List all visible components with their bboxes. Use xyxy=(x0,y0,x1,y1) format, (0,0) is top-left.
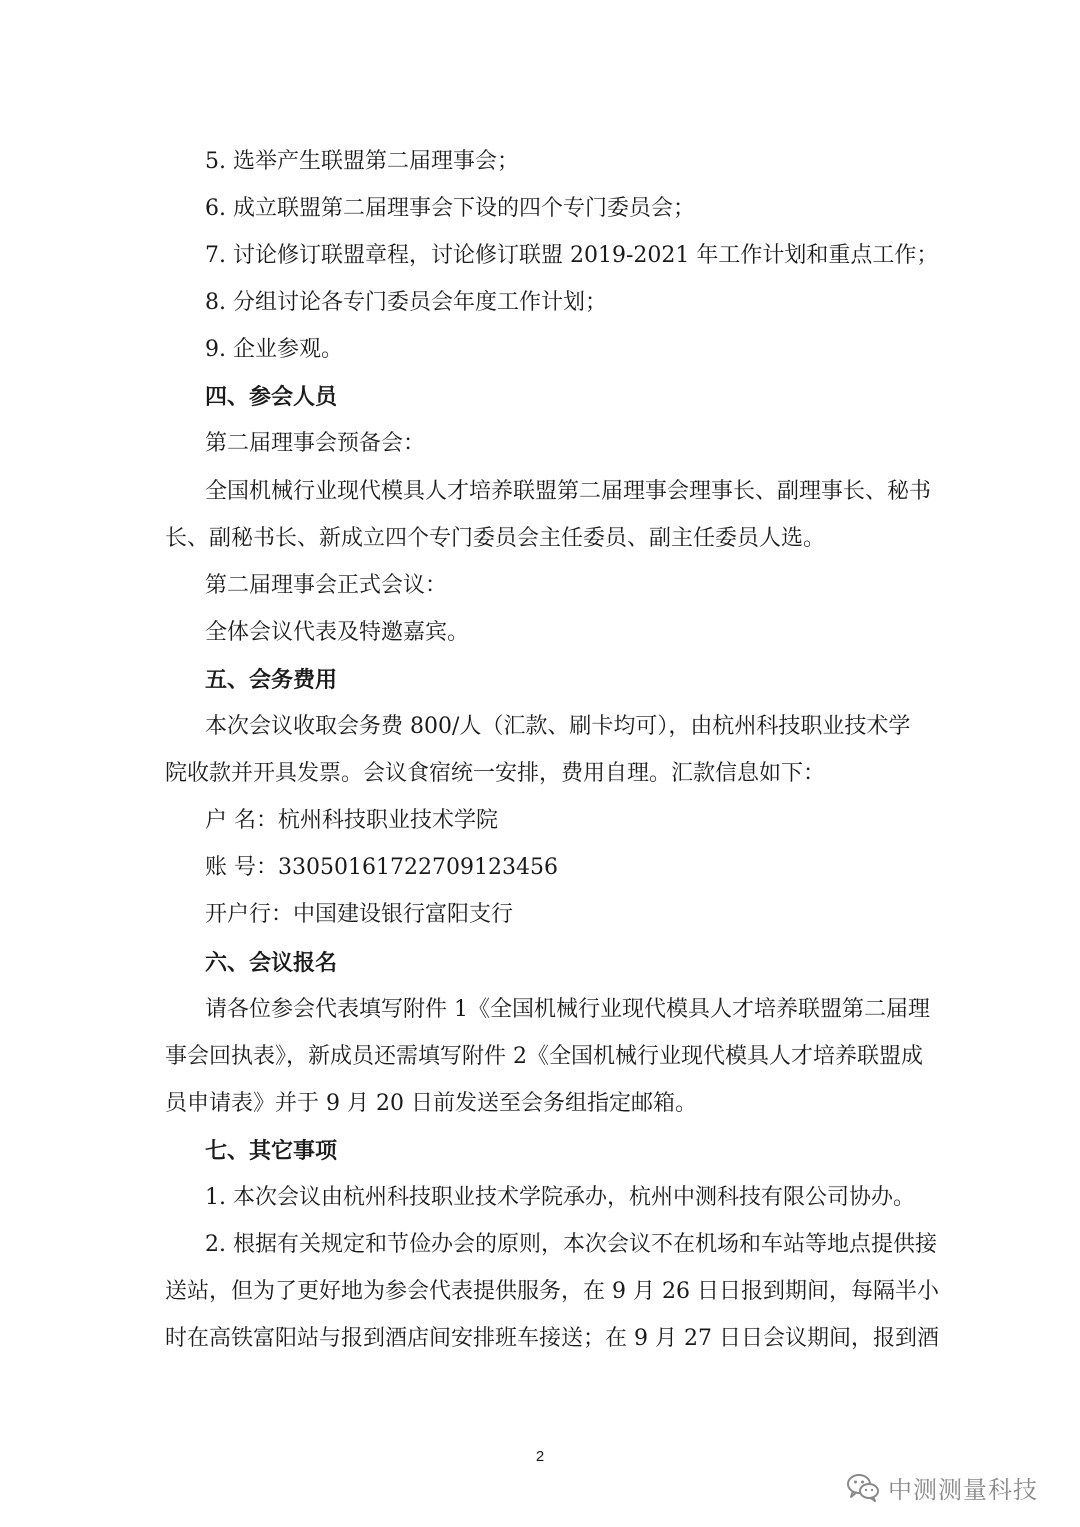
agenda-item-9: 9. 企业参观。 xyxy=(205,337,343,362)
section-heading-other: 七、其它事项 xyxy=(205,1138,338,1164)
page-number: 2 xyxy=(535,1448,545,1465)
section-heading-registration: 六、会议报名 xyxy=(205,950,338,976)
paragraph-line: 2. 根据有关规定和节俭办会的原则，本次会议不在机场和车站等地点提供接 xyxy=(205,1232,937,1257)
paragraph-line: 时在高铁富阳站与报到酒店间安排班车接送；在 9 月 27 日日会议期间，报到酒 xyxy=(165,1326,939,1351)
paragraph-line: 员申请表》并于 9 月 20 日前发送至会务组指定邮箱。 xyxy=(165,1091,697,1116)
watermark xyxy=(846,1465,1038,1509)
paragraph-line: 长、副秘书长、新成立四个专门委员会主任委员、副主任委员人选。 xyxy=(165,526,826,551)
paragraph-line: 第二届理事会正式会议： xyxy=(205,573,448,598)
wechat-icon xyxy=(846,1472,880,1502)
agenda-item-7: 7. 讨论修订联盟章程，讨论修订联盟 2019-2021 年工作计划和重点工作； xyxy=(205,243,939,268)
bank-line: 开户行：中国建设银行富阳支行 xyxy=(205,902,514,927)
agenda-item-5: 5. 选举产生联盟第二届理事会； xyxy=(205,149,519,174)
paragraph-line: 第二届理事会预备会： xyxy=(205,431,426,456)
paragraph-line: 1. 本次会议由杭州科技职业技术学院承办，杭州中测科技有限公司协办。 xyxy=(205,1185,915,1210)
watermark-text: 中测测量科技 xyxy=(888,1475,1038,1504)
account-number-line: 账 号：33050161722709123456 xyxy=(205,855,558,880)
account-name-line: 户 名：杭州科技职业技术学院 xyxy=(205,808,498,833)
paragraph-line: 请各位参会代表填写附件 1《全国机械行业现代模具人才培养联盟第二届理 xyxy=(205,997,930,1022)
section-heading-fees: 五、会务费用 xyxy=(205,667,338,693)
paragraph-line: 全体会议代表及特邀嘉宾。 xyxy=(205,620,470,645)
paragraph-line: 送站，但为了更好地为参会代表提供服务，在 9 月 26 日日报到期间，每隔半小 xyxy=(165,1279,939,1304)
paragraph-line: 全国机械行业现代模具人才培养联盟第二届理事会理事长、副理事长、秘书 xyxy=(205,479,932,504)
paragraph-line: 事会回执表》，新成员还需填写附件 2《全国机械行业现代模具人才培养联盟成 xyxy=(165,1044,923,1069)
section-heading-attendees: 四、参会人员 xyxy=(205,384,338,410)
agenda-item-6: 6. 成立联盟第二届理事会下设的四个专门委员会； xyxy=(205,196,695,221)
paragraph-line: 院收款并开具发票。会议食宿统一安排，费用自理。汇款信息如下： xyxy=(165,761,826,786)
paragraph-line: 本次会议收取会务费 800/人（汇款、刷卡均可），由杭州科技职业技术学 xyxy=(205,714,911,739)
agenda-item-8: 8. 分组讨论各专门委员会年度工作计划； xyxy=(205,290,607,315)
